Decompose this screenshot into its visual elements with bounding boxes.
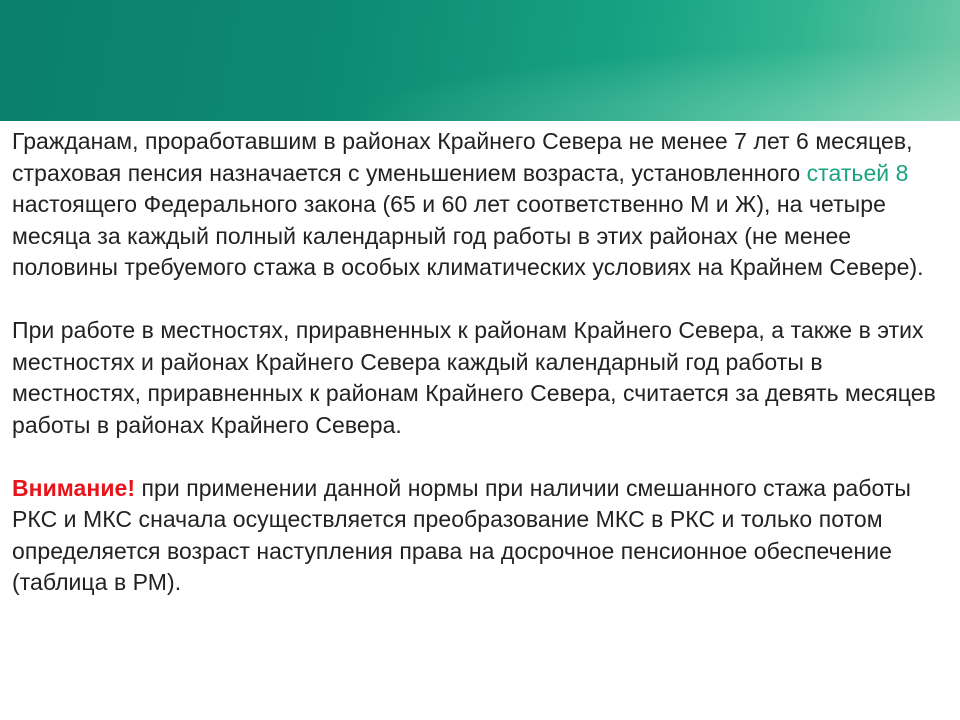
- header-band: [0, 0, 960, 121]
- article-8-link[interactable]: статьей 8: [806, 159, 909, 186]
- paragraph-1-text-before-link: Гражданам, проработавшим в районах Крайнего Севера не менее 7 лет 6 месяцев, страховая пенсия назначается с уменьшением возраста, установленного: [12, 128, 913, 186]
- paragraph-far-north-rule: [12, 126, 956, 284]
- slide-content: [12, 126, 956, 599]
- paragraph-3-text: при применении данной нормы при наличии смешанного стажа работы РКС и МКС сначала осуществляется преобразование МКС в РКС и только потом определяется возраст наступления права на досрочное пенсионное обеспечение (таблица в РМ).: [12, 474, 911, 595]
- warning-label: Внимание!: [12, 474, 136, 501]
- paragraph-1-text-after-link: настоящего Федерального закона (65 и 60 лет соответственно М и Ж), на четыре месяца за каждый полный календарный год работы в этих районах (не менее половины требуемого стажа в особых климатических условиях на Крайнем Севере).: [12, 191, 924, 280]
- paragraph-2-text: При работе в местностях, приравненных к районам Крайнего Севера, а также в этих местностях и районах Крайнего Севера каждый календарный год работы в местностях, приравненных к районам Крайнего Севера, считается за девять месяцев работы в районах Крайнего Севера.: [12, 317, 936, 438]
- paragraph-equivalent-areas-rule: [12, 315, 956, 441]
- paragraph-warning: [12, 473, 956, 599]
